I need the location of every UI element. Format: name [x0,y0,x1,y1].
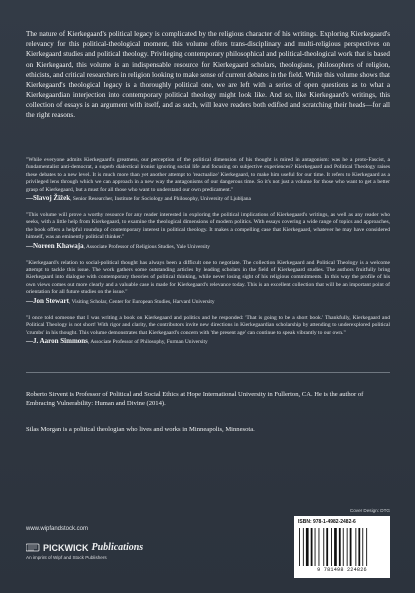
publisher-logo [26,542,143,560]
endorser-name: —J. Aaron Simmons [26,336,88,345]
barcode-number: 9 781498 224826 [317,567,367,573]
endorser-role: , Senior Researcher, Institute for Sociology and Philosophy, University of Ljubljana [70,196,251,203]
endorser-role: , Visiting Scholar, Center for European Studies, Harvard University [68,298,215,305]
publisher-imprint: An imprint of Wipf and Stock Publishers [26,555,107,560]
endorser-name: —Slavoj Žižek [26,194,71,203]
endorser-role: , Associate Professor of Philosophy, Furman University [87,338,208,345]
endorsement-attribution [26,242,390,251]
endorsement-attribution [26,194,390,203]
publisher-name: PICKWICK [43,542,89,553]
endorsement-khawaja [26,212,390,251]
endorsement-simmons [26,315,390,346]
endorsement-text: "While everyone admits Kierkegaard's greatness, our perception of the political dimension of his thought is mired in antagonism: was he a proto-Fascist, a fundamentalist anti-democrat, a superb dialectical ironist ignoring social life and focusing on subjective experiences? Kierkegaard and Political Theology raises these debates to a new level. It is much more than yet another attempt to 'reactualize' Kierkegaard, to make him useful for our time. It refers to Kierkegaard as a privileged lens through which we can approach in a new way the antagonisms of our dangerous time. So it's not just a volume for those who want to get a better grasp of Kierkegaard, but a must for all those who want to understand our own predicament." [26,157,390,193]
endorser-role: , Associate Professor of Religious Studies, Yale University [83,243,210,250]
section-divider [26,372,390,373]
book-description: The nature of Kierkegaard's political legacy is complicated by the religious character of his writings. Exploring Kierkegaard's relevancy for this political-theological moment, this volume offers trans-disciplinary and multi-religious perspectives on Kierkegaard studies and political theology. Privileging contemporary philosophical and political-theological work that is based on Kierkegaard, this volume is an indispensable resource for Kierkegaard scholars, theologians, philosophers of religion, ethicists, and critical researchers in religion looking to make sense of current debates in the field. While this volume shows that Kierkegaard's theological legacy is a thoroughly political one, we are left with a series of open questions as to what a Kierkegaardian interjection into contemporary political theology might look like. And so, like Kierkegaard's writings, this collection of essays is an argument with itself, and as such, will leave readers both edified and scratching their heads—for all the right reasons. [26,30,390,120]
editor-bio-sirvent: Roberto Sirvent is Professor of Political and Social Ethics at Hope International University in Fullerton, CA. He is the author of Embracing Vulnerability: Human and Divine (2014). [26,390,364,407]
endorsement-text: "This volume will prove a worthy resource for any reader interested in exploring the political implications of Kierkegaard's writings, as well as any reader who seeks, with a little help from Kierkegaard, to examine the theological dimensions of modern politics. With essays covering a wide range of topics and approaches, the book offers a helpful roundup of contemporary interest in political theology. It makes a compelling case that Kierkegaard, whatever he may have considered himself, was an eminently political thinker." [26,212,390,241]
endorsements [26,157,390,355]
endorsement-text: "Kierkegaard's relation to social-political thought has always been a difficult one to negotiate. The collection Kierkegaard and Political Theology is a welcome attempt to tackle this issue. The work gathers some outstanding articles by leading scholars in the field of Kierkegaard studies. The authors fruitfully bring Kierkegaard into dialogue with contemporary theories of political thinking, while never losing sight of his religious commitments. In this way the profile of his own views comes out more clearly and a valuable case is made for Kierkegaard's relevance today. This is an excellent collection that will be an important point of orientation for all future studies on the issue." [26,259,390,296]
endorsement-zizek [26,157,390,203]
endorser-name: —Jon Stewart [26,296,69,305]
endorsement-text: "I once told someone that I was writing a book on Kierkegaard and politics and he responded: 'That is going to be a short book.' Thankfully, Kierkegaard and Political Theology is not short! With rigor and clarity, the contributors invite new directions in Kierkegaardian scholarship by attending to underexplored political 'crumbs' in his thought. This volume demonstrates that Kierkegaard's concern with 'the present age' can continue to speak vibrantly to our own." [26,314,390,336]
endorsement-attribution [26,297,390,306]
isbn-label: ISBN: 978-1-4982-2482-6 [298,519,356,525]
endorser-name: —Noreen Khawaja [26,241,84,250]
pickwick-logo-icon [26,543,40,552]
publisher-website: www.wipfandstock.com [26,526,89,532]
cover-design-credit: Cover Design: DTG [349,508,390,513]
endorsement-stewart [26,260,390,306]
barcode-icon [298,528,386,566]
publisher-name-italic: Publications [91,542,144,553]
endorsement-attribution [26,337,390,346]
isbn-barcode-panel [294,516,390,578]
editor-bio-morgan: Silas Morgan is a political theologian who lives and works in Minneapolis, Minnesota. [26,425,255,433]
